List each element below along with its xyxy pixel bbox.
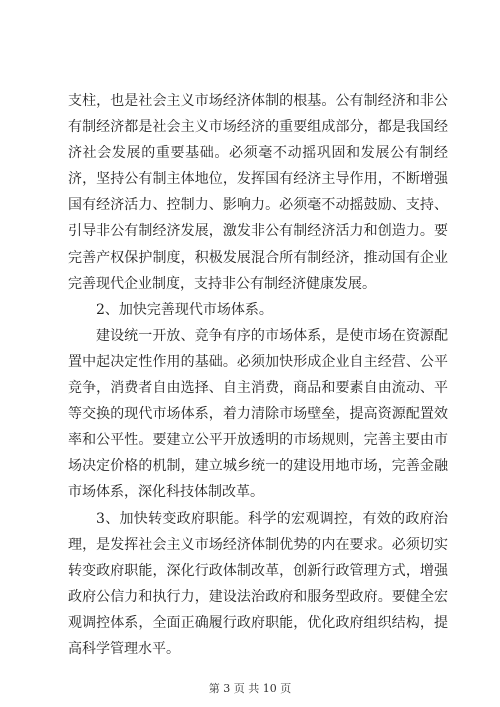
- paragraph-4: 3、加快转变政府职能。科学的宏观调控，有效的政府治理，是发挥社会主义市场经济体制优势的内在要求。必须切实转变政府职能，深化行政体制改革，创新行政管理方式，增强政府公信力和执行力，建设法治政府和服务型政府。要健全宏观调控体系，全面正确履行政府职能，优化政府组织结构，提高科学管理水平。: [68, 510, 448, 657]
- paragraph-2-heading: 2、加快完善现代市场体系。: [96, 301, 273, 318]
- page-footer: 第 3 页 共 10 页: [208, 682, 292, 695]
- document-body: [68, 88, 448, 662]
- paragraph-1: 支柱，也是社会主义市场经济体制的根基。公有制经济和非公有制经济都是社会主义市场经济的重要组成部分，都是我国经济社会发展的重要基础。必须毫不动摇巩固和发展公有制经济，坚持公有制主体地位，发挥国有经济主导作用，不断增强国有经济活力、控制力、影响力。必须毫不动摇鼓励、支持、引导非公有制经济发展，激发非公有制经济活力和创造力。要完善产权保护制度，积极发展混合所有制经济，推动国有企业完善现代企业制度，支持非公有制经济健康发展。: [68, 93, 448, 292]
- paragraph-3: 建设统一开放、竞争有序的市场体系，是使市场在资源配置中起决定性作用的基础。必须加快形成企业自主经营、公平竞争，消费者自由选择、自主消费，商品和要素自由流动、平等交换的现代市场体系，着力清除市场壁垒，提高资源配置效率和公平性。要建立公平开放透明的市场规则，完善主要由市场决定价格的机制，建立城乡统一的建设用地市场，完善金融市场体系，深化科技体制改革。: [68, 327, 448, 501]
